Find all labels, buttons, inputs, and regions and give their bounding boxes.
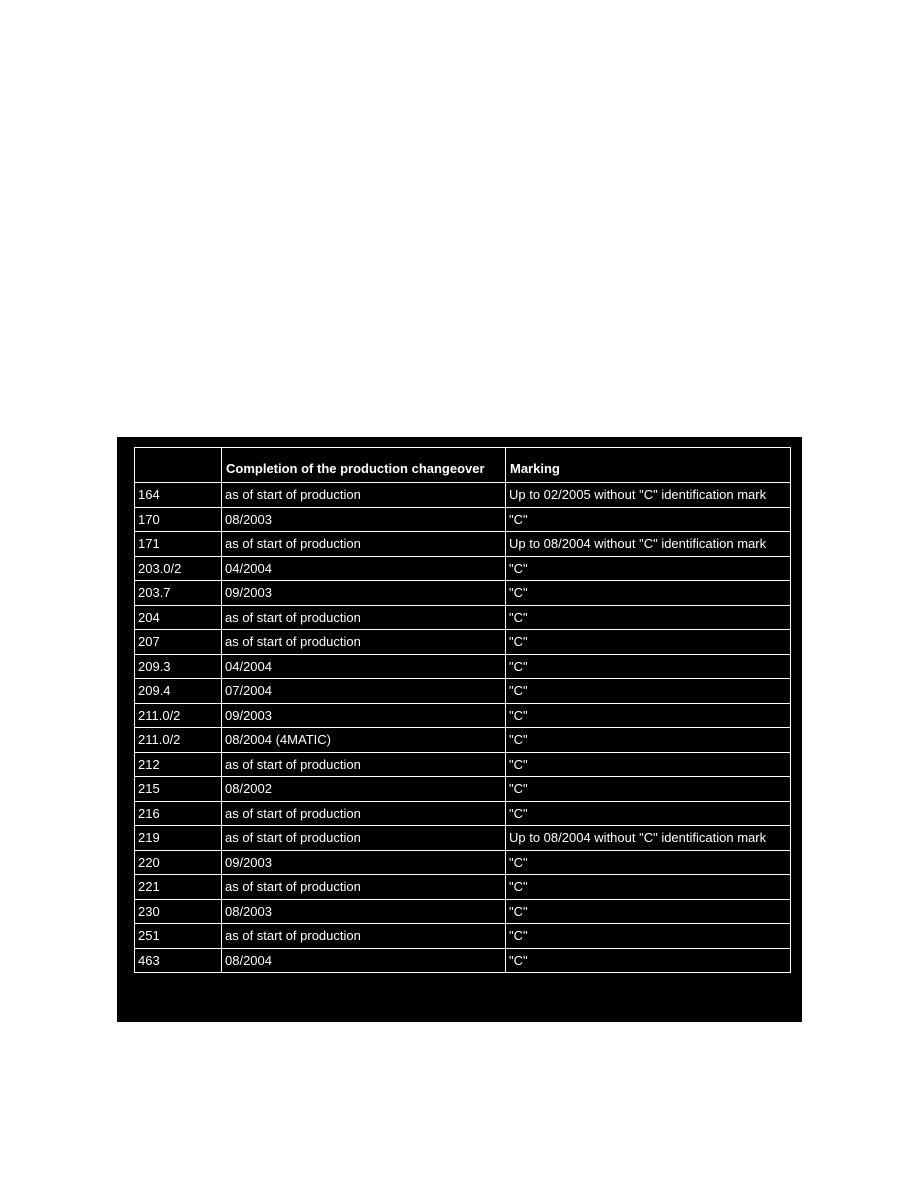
cell-marking: "C" [506, 801, 791, 826]
cell-marking: "C" [506, 556, 791, 581]
cell-marking: "C" [506, 654, 791, 679]
cell-model: 203.7 [135, 581, 222, 606]
table-row [135, 826, 791, 851]
table-row [135, 752, 791, 777]
cell-marking: "C" [506, 630, 791, 655]
table-row [135, 679, 791, 704]
header-model [135, 448, 222, 483]
cell-model: 209.3 [135, 654, 222, 679]
cell-completion: as of start of production [222, 826, 506, 851]
cell-model: 251 [135, 924, 222, 949]
cell-model: 463 [135, 948, 222, 973]
cell-completion: 08/2004 [222, 948, 506, 973]
cell-model: 216 [135, 801, 222, 826]
cell-marking: "C" [506, 924, 791, 949]
table-row [135, 605, 791, 630]
cell-completion: 09/2003 [222, 703, 506, 728]
cell-marking: "C" [506, 679, 791, 704]
table-row [135, 556, 791, 581]
cell-model: 230 [135, 899, 222, 924]
cell-marking: "C" [506, 581, 791, 606]
cell-completion: as of start of production [222, 483, 506, 508]
cell-marking: Up to 08/2004 without "C" identification mark [506, 532, 791, 557]
table-row [135, 777, 791, 802]
cell-completion: 08/2002 [222, 777, 506, 802]
cell-model: 209.4 [135, 679, 222, 704]
cell-completion: as of start of production [222, 875, 506, 900]
cell-marking: "C" [506, 752, 791, 777]
cell-completion: 04/2004 [222, 556, 506, 581]
table-row [135, 532, 791, 557]
cell-marking: "C" [506, 948, 791, 973]
cell-marking: "C" [506, 850, 791, 875]
cell-model: 164 [135, 483, 222, 508]
table-row [135, 948, 791, 973]
table-row [135, 483, 791, 508]
cell-model: 220 [135, 850, 222, 875]
header-completion: Completion of the production changeover [222, 448, 506, 483]
cell-marking: "C" [506, 703, 791, 728]
table-panel [117, 437, 802, 1022]
cell-marking: "C" [506, 875, 791, 900]
table-row [135, 801, 791, 826]
cell-model: 221 [135, 875, 222, 900]
cell-model: 211.0/2 [135, 728, 222, 753]
cell-model: 204 [135, 605, 222, 630]
cell-completion: 07/2004 [222, 679, 506, 704]
cell-model: 211.0/2 [135, 703, 222, 728]
cell-model: 171 [135, 532, 222, 557]
cell-model: 212 [135, 752, 222, 777]
cell-marking: Up to 02/2005 without "C" identification mark [506, 483, 791, 508]
cell-model: 203.0/2 [135, 556, 222, 581]
cell-completion: 08/2004 (4MATIC) [222, 728, 506, 753]
table-row [135, 630, 791, 655]
cell-completion: 09/2003 [222, 850, 506, 875]
table-row [135, 728, 791, 753]
table-row [135, 507, 791, 532]
table-header-row [135, 448, 791, 483]
cell-completion: as of start of production [222, 752, 506, 777]
table-row [135, 654, 791, 679]
cell-model: 207 [135, 630, 222, 655]
table-body [135, 483, 791, 973]
cell-marking: Up to 08/2004 without "C" identification mark [506, 826, 791, 851]
cell-completion: as of start of production [222, 630, 506, 655]
cell-completion: as of start of production [222, 605, 506, 630]
cell-marking: "C" [506, 605, 791, 630]
cell-model: 219 [135, 826, 222, 851]
cell-model: 215 [135, 777, 222, 802]
cell-marking: "C" [506, 777, 791, 802]
table-row [135, 875, 791, 900]
header-marking: Marking [506, 448, 791, 483]
cell-completion: 04/2004 [222, 654, 506, 679]
table-row [135, 924, 791, 949]
cell-completion: 09/2003 [222, 581, 506, 606]
cell-marking: "C" [506, 899, 791, 924]
table-row [135, 850, 791, 875]
production-changeover-table [134, 447, 791, 973]
cell-completion: as of start of production [222, 532, 506, 557]
table-row [135, 703, 791, 728]
cell-marking: "C" [506, 728, 791, 753]
table-row [135, 899, 791, 924]
cell-model: 170 [135, 507, 222, 532]
cell-marking: "C" [506, 507, 791, 532]
table-row [135, 581, 791, 606]
cell-completion: 08/2003 [222, 507, 506, 532]
cell-completion: 08/2003 [222, 899, 506, 924]
cell-completion: as of start of production [222, 801, 506, 826]
cell-completion: as of start of production [222, 924, 506, 949]
